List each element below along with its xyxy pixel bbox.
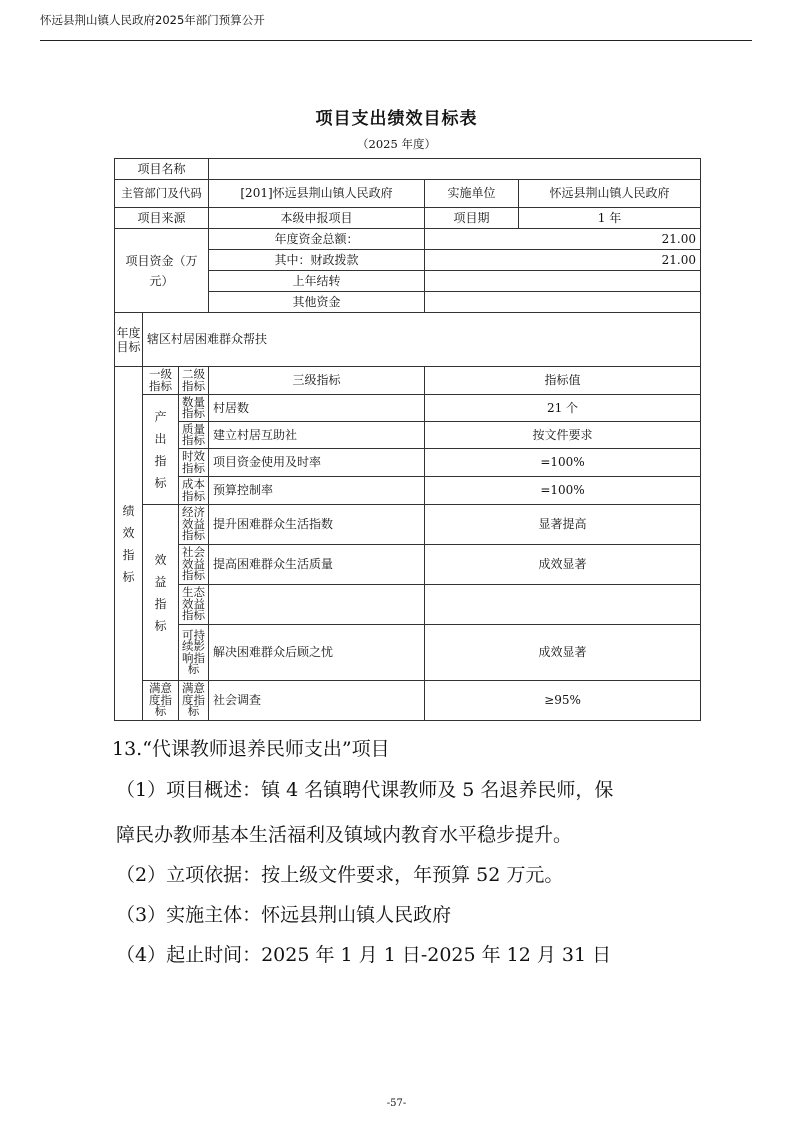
value-social: 成效显著 <box>425 545 701 585</box>
dept-label: 主管部门及代码 <box>115 180 209 208</box>
l3-quality: 建立村居互助社 <box>209 422 425 449</box>
l1-satisfaction: 满意度指标 <box>143 681 179 721</box>
table-title: 项目支出绩效目标表 <box>315 109 478 129</box>
l2-satisfaction: 满意度指标 <box>179 681 209 721</box>
col-l1-header: 一级指标 <box>143 367 179 395</box>
period-label: 项目期 <box>425 208 519 229</box>
funds-total-value: 21.00 <box>425 229 701 250</box>
funds-label: 项目资金（万元） <box>115 229 209 313</box>
project-name-label: 项目名称 <box>115 159 209 180</box>
value-ecological <box>425 585 701 625</box>
header-rule <box>40 40 752 41</box>
value-sustainable: 成效显著 <box>425 625 701 681</box>
output-label: 产出指标 <box>143 395 179 505</box>
l2-quantity: 数量指标 <box>179 395 209 422</box>
funds-carry-label: 上年结转 <box>209 271 425 292</box>
col-value-header: 指标值 <box>425 367 701 395</box>
impl-label: 实施单位 <box>425 180 519 208</box>
l2-sustainable: 可持续影响指标 <box>179 625 209 681</box>
l2-timeliness: 时效指标 <box>179 449 209 477</box>
period-value: 1 年 <box>519 208 701 229</box>
paragraph-overview-line1: （1）项目概述：镇 4 名镇聘代课教师及 5 名退养民师，保 <box>116 779 614 801</box>
page-header: 怀远县荆山镇人民政府2025年部门预算公开 <box>40 13 265 27</box>
value-satisfaction: ≥95% <box>425 681 701 721</box>
value-timeliness: =100% <box>425 449 701 477</box>
l2-ecological: 生态效益指标 <box>179 585 209 625</box>
l3-social: 提高困难群众生活质量 <box>209 545 425 585</box>
funds-fiscal-value: 21.00 <box>425 250 701 271</box>
l3-sustainable: 解决困难群众后顾之忧 <box>209 625 425 681</box>
dept-value: [201]怀远县荆山镇人民政府 <box>209 180 425 208</box>
l2-social: 社会效益指标 <box>179 545 209 585</box>
benefit-label: 效益指标 <box>143 505 179 681</box>
impl-value: 怀远县荆山镇人民政府 <box>519 180 701 208</box>
source-label: 项目来源 <box>115 208 209 229</box>
value-quality: 按文件要求 <box>425 422 701 449</box>
l3-ecological <box>209 585 425 625</box>
paragraph-implementer: （3）实施主体：怀远县荆山镇人民政府 <box>116 904 452 926</box>
l2-quality: 质量指标 <box>179 422 209 449</box>
value-cost: =100% <box>425 477 701 505</box>
funds-carry-value <box>425 271 701 292</box>
table-year: （2025 年度） <box>357 137 436 151</box>
funds-total-label: 年度资金总额： <box>209 229 425 250</box>
paragraph-period: （4）起止时间：2025 年 1 月 1 日-2025 年 12 月 31 日 <box>116 944 612 966</box>
value-quantity: 21 个 <box>425 395 701 422</box>
col-l2-header: 二级指标 <box>179 367 209 395</box>
page-number: -57- <box>386 1098 407 1109</box>
l2-cost: 成本指标 <box>179 477 209 505</box>
funds-other-label: 其他资金 <box>209 292 425 313</box>
l3-timeliness: 项目资金使用及时率 <box>209 449 425 477</box>
paragraph-basis: （2）立项依据：按上级文件要求，年预算 52 万元。 <box>116 864 564 886</box>
goal-value: 辖区村居困难群众帮扶 <box>143 313 701 367</box>
performance-target-table <box>114 158 701 721</box>
l3-economic: 提升困难群众生活指数 <box>209 505 425 545</box>
l2-economic: 经济效益指标 <box>179 505 209 545</box>
value-economic: 显著提高 <box>425 505 701 545</box>
funds-other-value <box>425 292 701 313</box>
l3-satisfaction: 社会调查 <box>209 681 425 721</box>
project-name-value <box>209 159 701 180</box>
source-value: 本级申报项目 <box>209 208 425 229</box>
section-heading: 13.“代课教师退养民师支出”项目 <box>112 738 390 760</box>
paragraph-overview-line2: 障民办教师基本生活福利及镇域内教育水平稳步提升。 <box>116 824 573 846</box>
goal-label: 年度目标 <box>115 313 143 367</box>
funds-fiscal-label: 其中：财政拨款 <box>209 250 425 271</box>
l3-quantity: 村居数 <box>209 395 425 422</box>
perf-label: 绩效指标 <box>115 367 143 721</box>
l3-cost: 预算控制率 <box>209 477 425 505</box>
col-l3-header: 三级指标 <box>209 367 425 395</box>
